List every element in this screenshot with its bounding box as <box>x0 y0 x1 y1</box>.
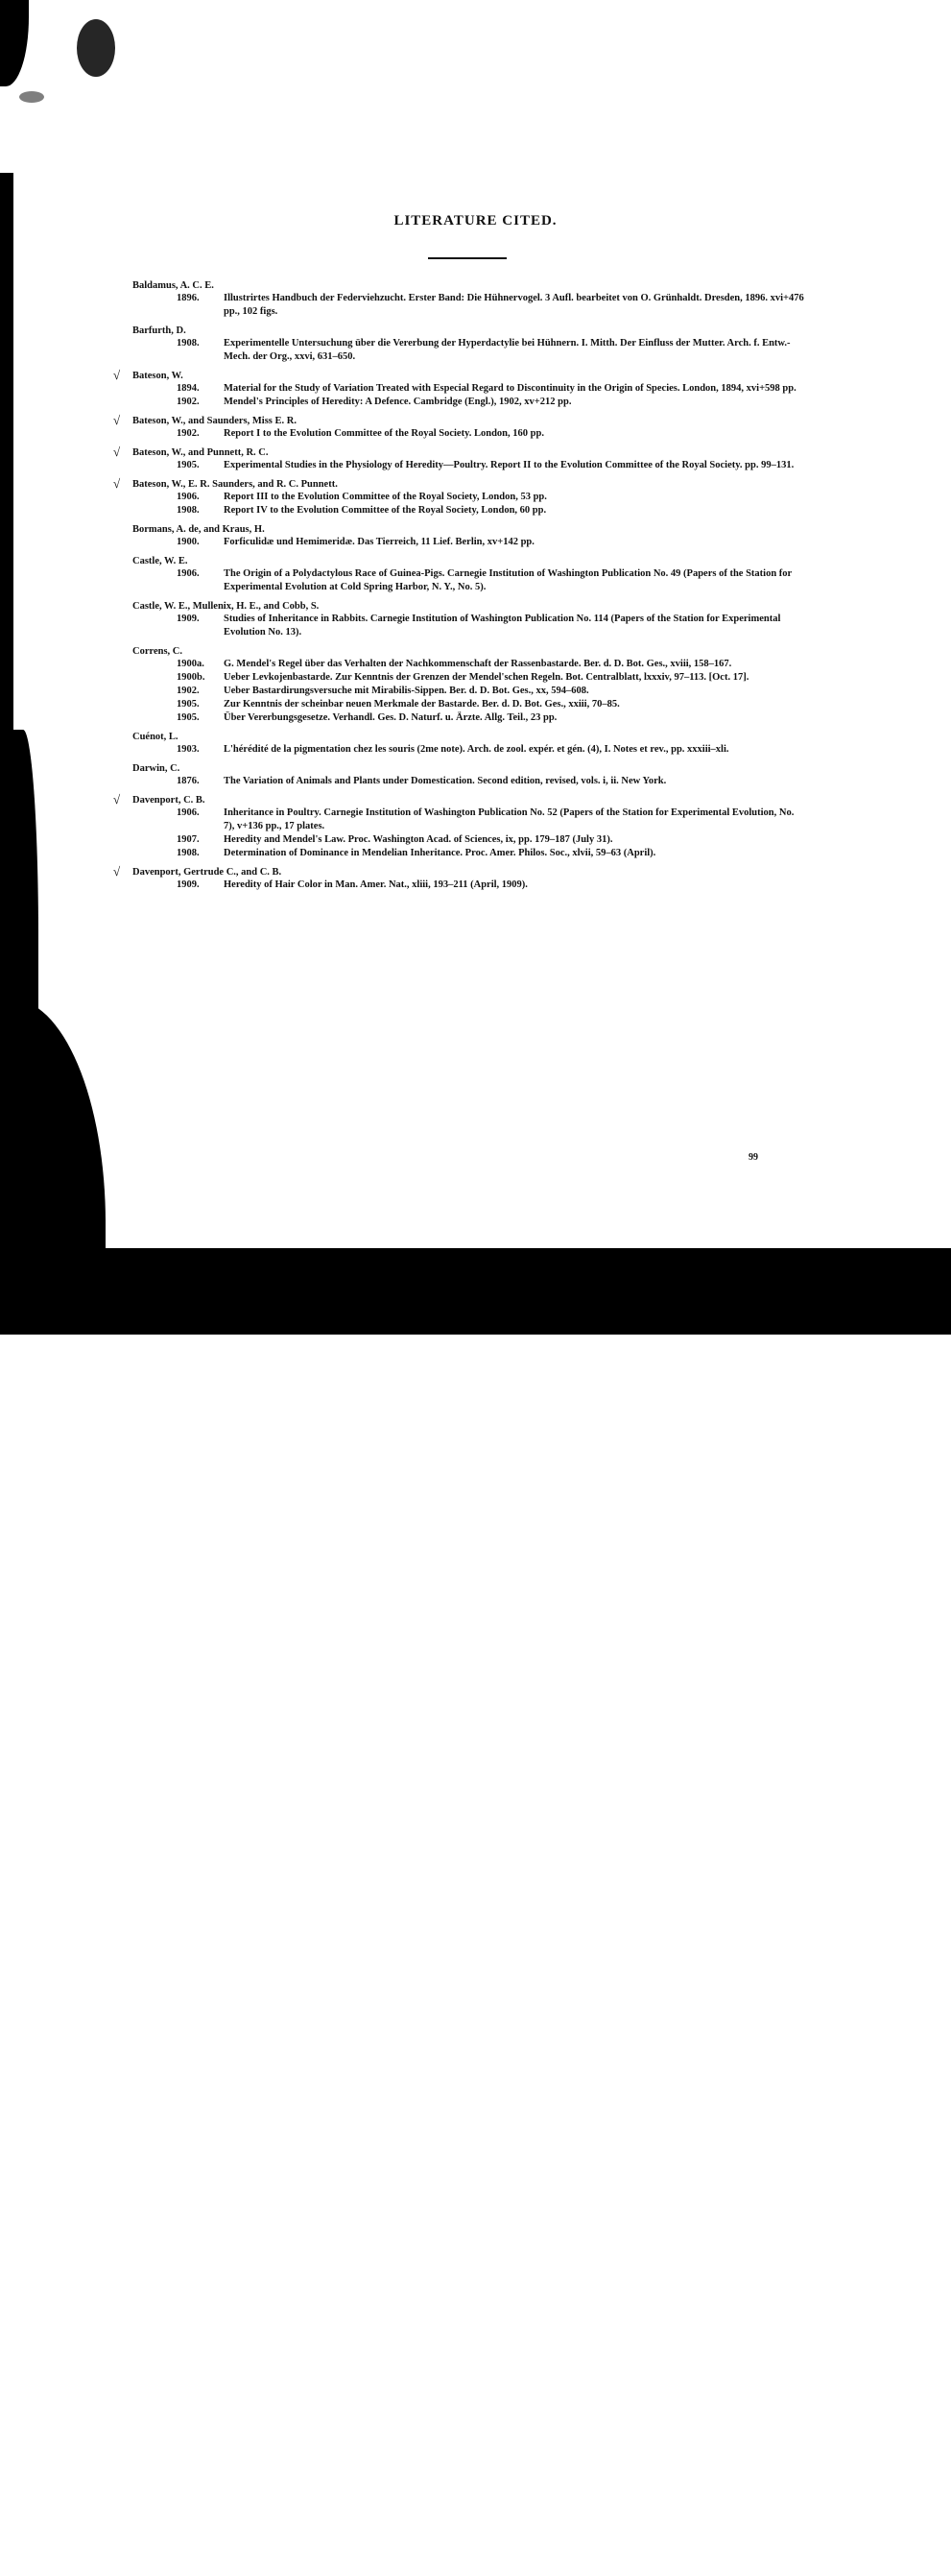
citation-author <box>132 762 804 775</box>
citation-entry <box>132 698 804 711</box>
author-name: Castle, W. E. <box>132 556 188 566</box>
citation-year: 1876. <box>177 776 200 786</box>
citation-year: 1905. <box>177 712 200 723</box>
citation-year: 1905. <box>177 460 200 470</box>
author-name: Castle, W. E., Mullenix, H. E., and Cobb, S. <box>132 601 320 612</box>
citation-text: Inheritance in Poultry. Carnegie Institution of Washington Publication No. 52 (Papers of the Station for Experimental Evolution, No. 7), v+136 pp., 17 plates. <box>224 807 795 831</box>
citation-text: Forficulidæ und Hemimeridæ. Das Tierreich, 11 Lief. Berlin, xv+142 pp. <box>224 537 535 547</box>
citation-text: Ueber Levkojenbastarde. Zur Kenntnis der Grenzen der Mendel'schen Regeln. Bot. Centralblatt, lxxxiv, 97–113. [Oct. 17]. <box>224 672 749 683</box>
citation-author <box>113 864 804 879</box>
citation-text: Report III to the Evolution Committee of the Royal Society, London, 53 pp. <box>224 492 547 502</box>
check-mark-icon: √ <box>113 864 121 879</box>
citation-text: Material for the Study of Variation Treated with Especial Regard to Discontinuity in the Origin of Species. London, 1894, xvi+598 pp. <box>224 383 796 394</box>
citation-entry <box>132 459 804 472</box>
stock-footer-bar <box>0 1248 951 2575</box>
citation-text: The Variation of Animals and Plants under Domestication. Second edition, revised, vols. i, ii. New York. <box>224 776 667 786</box>
citation-text: Determination of Dominance in Mendelian Inheritance. Proc. Amer. Philos. Soc., xlvii, 59–63 (April). <box>224 848 656 858</box>
bibliography-list <box>113 274 804 892</box>
check-mark-icon: √ <box>113 476 121 491</box>
citation-year: 1906. <box>177 568 200 579</box>
citation-author <box>113 476 804 491</box>
citation-year: 1909. <box>177 879 200 890</box>
author-name: Cuénot, L. <box>132 732 178 742</box>
citation-entry <box>132 396 804 409</box>
citation-text: Heredity of Hair Color in Man. Amer. Nat., xliii, 193–211 (April, 1909). <box>224 879 528 890</box>
citation-text: Report I to the Evolution Committee of the Royal Society. London, 160 pp. <box>224 428 544 439</box>
citation-text: Experimental Studies in the Physiology of Heredity—Poultry. Report II to the Evolution Committee of the Royal Society. pp. 99–131. <box>224 460 795 470</box>
citation-author <box>132 645 804 658</box>
citation-year: 1907. <box>177 834 200 845</box>
scanned-page <box>0 0 951 1248</box>
scan-edge-stain <box>0 0 29 86</box>
citation-text: Ueber Bastardirungsversuche mit Mirabilis-Sippen. Ber. d. D. Bot. Ges., xx, 594–608. <box>224 686 589 696</box>
citation-year: 1902. <box>177 428 200 439</box>
scan-edge-stain <box>0 999 106 1248</box>
citation-entry <box>132 711 804 725</box>
stock-logo: alamy <box>21 2514 136 2559</box>
citation-entry <box>132 491 804 504</box>
citation-author <box>132 325 804 337</box>
citation-entry <box>132 847 804 860</box>
citation-year: 1900b. <box>177 672 205 683</box>
citation-entry <box>132 807 804 833</box>
citation-entry <box>132 685 804 698</box>
citation-author <box>132 600 804 613</box>
citation-year: 1900a. <box>177 659 204 669</box>
citation-text: Mendel's Principles of Heredity: A Defence. Cambridge (Engl.), 1902, xv+212 pp. <box>224 397 572 407</box>
author-name: Bateson, W., E. R. Saunders, and R. C. Punnett. <box>132 479 338 490</box>
citation-entry <box>132 567 804 594</box>
citation-author <box>132 731 804 743</box>
citation-author <box>113 445 804 459</box>
citation-entry <box>132 613 804 639</box>
citation-text: G. Mendel's Regel über das Verhalten der Nachkommenschaft der Rassenbastarde. Ber. d. D. Bot. Ges., xviii, 158–167. <box>224 659 732 669</box>
citation-year: 1905. <box>177 699 200 710</box>
citation-text: Über Vererbungsgesetze. Verhandl. Ges. D. Naturf. u. Ärzte. Allg. Teil., 23 pp. <box>224 712 558 723</box>
page-number: 99 <box>749 1152 758 1163</box>
citation-text: L'hérédité de la pigmentation chez les souris (2me note). Arch. de zool. expér. et gén. (4), I. Notes et rev., pp. xxxiii–xli. <box>224 744 729 755</box>
check-mark-icon: √ <box>113 792 121 807</box>
citation-text: Studies of Inheritance in Rabbits. Carnegie Institution of Washington Publication No. 114 (Papers of the Station for Experimental Evolution No. 13). <box>224 614 781 638</box>
citation-year: 1906. <box>177 807 200 818</box>
author-name: Darwin, C. <box>132 763 180 774</box>
citation-entry <box>132 382 804 396</box>
citation-text: Illustrirtes Handbuch der Federviehzucht. Erster Band: Die Hühnervogel. 3 Aufl. bearbeitet von O. Grünhaldt. Dresden, 1896. xvi+476 pp., 102 figs. <box>224 293 804 317</box>
citation-author <box>113 413 804 427</box>
citation-text: The Origin of a Polydactylous Race of Guinea-Pigs. Carnegie Institution of Washington Publication No. 49 (Papers of the Station for Experimental Evolution at Cold Spring Harbor, N. Y., No. 5). <box>224 568 792 592</box>
check-mark-icon: √ <box>113 368 121 382</box>
citation-entry <box>132 427 804 441</box>
citation-text: Heredity and Mendel's Law. Proc. Washington Acad. of Sciences, ix, pp. 179–187 (July 31). <box>224 834 613 845</box>
citation-year: 1903. <box>177 744 200 755</box>
citation-text: Zur Kenntnis der scheinbar neuen Merkmale der Bastarde. Ber. d. D. Bot. Ges., xxiii, 70–85. <box>224 699 620 710</box>
citation-year: 1896. <box>177 293 200 303</box>
stock-image-id: Image ID: PBM6P4 <box>837 2498 936 2512</box>
citation-entry <box>132 743 804 757</box>
citation-entry <box>132 536 804 549</box>
citation-year: 1900. <box>177 537 200 547</box>
author-name: Bateson, W. <box>132 371 183 381</box>
citation-year: 1906. <box>177 492 200 502</box>
author-name: Bormans, A. de, and Kraus, H. <box>132 524 265 535</box>
citation-entry <box>132 504 804 518</box>
check-mark-icon: √ <box>113 413 121 427</box>
citation-entry <box>132 775 804 788</box>
citation-entry <box>132 292 804 319</box>
title-rule <box>428 257 507 259</box>
citation-author <box>132 279 804 292</box>
citation-year: 1908. <box>177 505 200 516</box>
scan-edge-stain <box>19 91 44 103</box>
citation-year: 1909. <box>177 614 200 624</box>
citation-author <box>132 555 804 567</box>
page-title: LITERATURE CITED. <box>393 213 558 229</box>
stock-url: www.alamy.com <box>744 2546 936 2575</box>
author-name: Barfurth, D. <box>132 325 186 336</box>
scan-edge-stain <box>77 19 115 77</box>
citation-author <box>113 368 804 382</box>
citation-entry <box>132 879 804 892</box>
citation-year: 1902. <box>177 686 200 696</box>
author-name: Baldamus, A. C. E. <box>132 280 214 291</box>
citation-entry <box>132 658 804 671</box>
citation-entry <box>132 337 804 364</box>
citation-year: 1894. <box>177 383 200 394</box>
author-name: Bateson, W., and Saunders, Miss E. R. <box>132 416 297 426</box>
citation-text: Report IV to the Evolution Committee of the Royal Society, London, 60 pp. <box>224 505 547 516</box>
author-name: Bateson, W., and Punnett, R. C. <box>132 447 269 458</box>
citation-text: Experimentelle Untersuchung über die Vererbung der Hyperdactylie bei Hühnern. I. Mitth. Der Einfluss der Mutter. Arch. f. Entw.-Mech. der Org., xxvi, 631–650. <box>224 338 791 362</box>
author-name: Davenport, C. B. <box>132 795 205 806</box>
citation-year: 1908. <box>177 848 200 858</box>
citation-author <box>132 523 804 536</box>
citation-year: 1902. <box>177 397 200 407</box>
citation-year: 1908. <box>177 338 200 349</box>
citation-entry <box>132 671 804 685</box>
citation-author <box>113 792 804 807</box>
author-name: Davenport, Gertrude C., and C. B. <box>132 867 282 878</box>
citation-entry <box>132 833 804 847</box>
check-mark-icon: √ <box>113 445 121 459</box>
author-name: Correns, C. <box>132 646 183 657</box>
